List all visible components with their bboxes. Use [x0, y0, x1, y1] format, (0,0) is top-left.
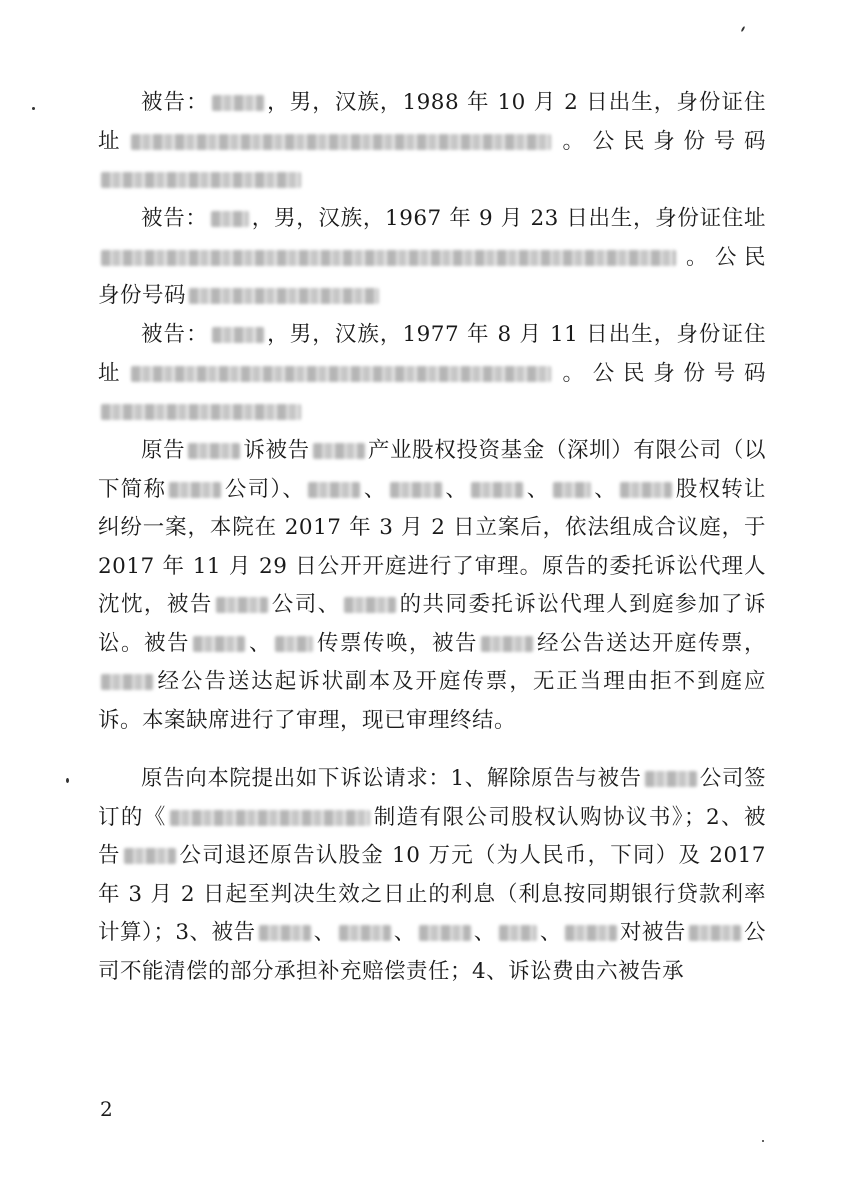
redacted-name [689, 925, 741, 941]
page-number: 2 [100, 1097, 113, 1121]
scan-speck [762, 1140, 764, 1142]
redacted-name [344, 597, 396, 613]
redacted-name [471, 482, 523, 498]
redacted-address [131, 134, 551, 150]
paragraph-defendant-1: 被告： ，男，汉族，1988 年 10 月 2 日出生，身份证住址 。公民身份号码 [98, 84, 766, 200]
scan-speck [66, 778, 69, 783]
redacted-name [193, 636, 245, 652]
redacted-name [553, 482, 591, 498]
redacted-name [419, 925, 471, 941]
redacted-name [308, 482, 360, 498]
redacted-name [481, 636, 533, 652]
paragraph-case-summary: 原告 诉被告 产业股权投资基金（深圳）有限公司（以下简称 公司）、 、 、 、 、 股权转让纠纷一案，本院在 2017 年 3 月 2 日立案后，依法组成合议庭，于 2017 年 11 月 29 日公开开庭进行了审理。原告的委托诉讼代理人沈忱，被告 公司、 的共同委托诉讼代理人到庭参加了诉讼。被告 、 传票传唤，被告 经公告送达开庭传票，经公告送达起诉状副本及开庭传票，无正当理由拒不到庭应诉。本案缺席进行了审理，现已审理终结。 [98, 438, 766, 733]
redacted-id [101, 172, 301, 188]
redacted-name [124, 848, 176, 864]
redacted-name [390, 482, 442, 498]
redacted-name [565, 925, 617, 941]
redacted-id [101, 404, 301, 420]
paragraph-claims: 原告向本院提出如下诉讼请求：1、解除原告与被告 公司签订的《 制造有限公司股权认购协议书》；2、被告 公司退还原告认股金 10 万元（为人民币，下同）及 2017 年 3 月 2 日起至判决生效之日止的利息（利息按同期银行贷款利率计算）；3、被告 、 、 、 、 对被告 公司不能清偿的部分承担补充赔偿责任；4、诉讼费由六被告承 [98, 766, 766, 984]
paragraph-defendant-2: 被告： ，男，汉族，1967 年 9 月 23 日出生，身份证住址。公民身份号码 [98, 206, 766, 308]
redacted-name [188, 443, 240, 459]
redacted-name [211, 211, 249, 227]
paragraph-defendant-3: 被告： ，男，汉族，1977 年 8 月 11 日出生，身份证住址 。公民身份号码 [98, 316, 766, 432]
redacted-name [645, 771, 697, 787]
redacted-company [170, 810, 370, 826]
redacted-name [499, 925, 537, 941]
redacted-name [259, 925, 311, 941]
redacted-name [101, 674, 153, 690]
redacted-name [169, 482, 221, 498]
redacted-address [101, 250, 676, 266]
scan-speck [741, 26, 746, 32]
redacted-name [275, 636, 313, 652]
scan-speck [32, 107, 35, 110]
redacted-name [339, 925, 391, 941]
redacted-name [212, 327, 264, 343]
redacted-name [620, 482, 672, 498]
redacted-name [216, 597, 268, 613]
redacted-name [212, 95, 264, 111]
redacted-address [131, 366, 551, 382]
redacted-id [189, 288, 379, 304]
redacted-name [313, 443, 365, 459]
